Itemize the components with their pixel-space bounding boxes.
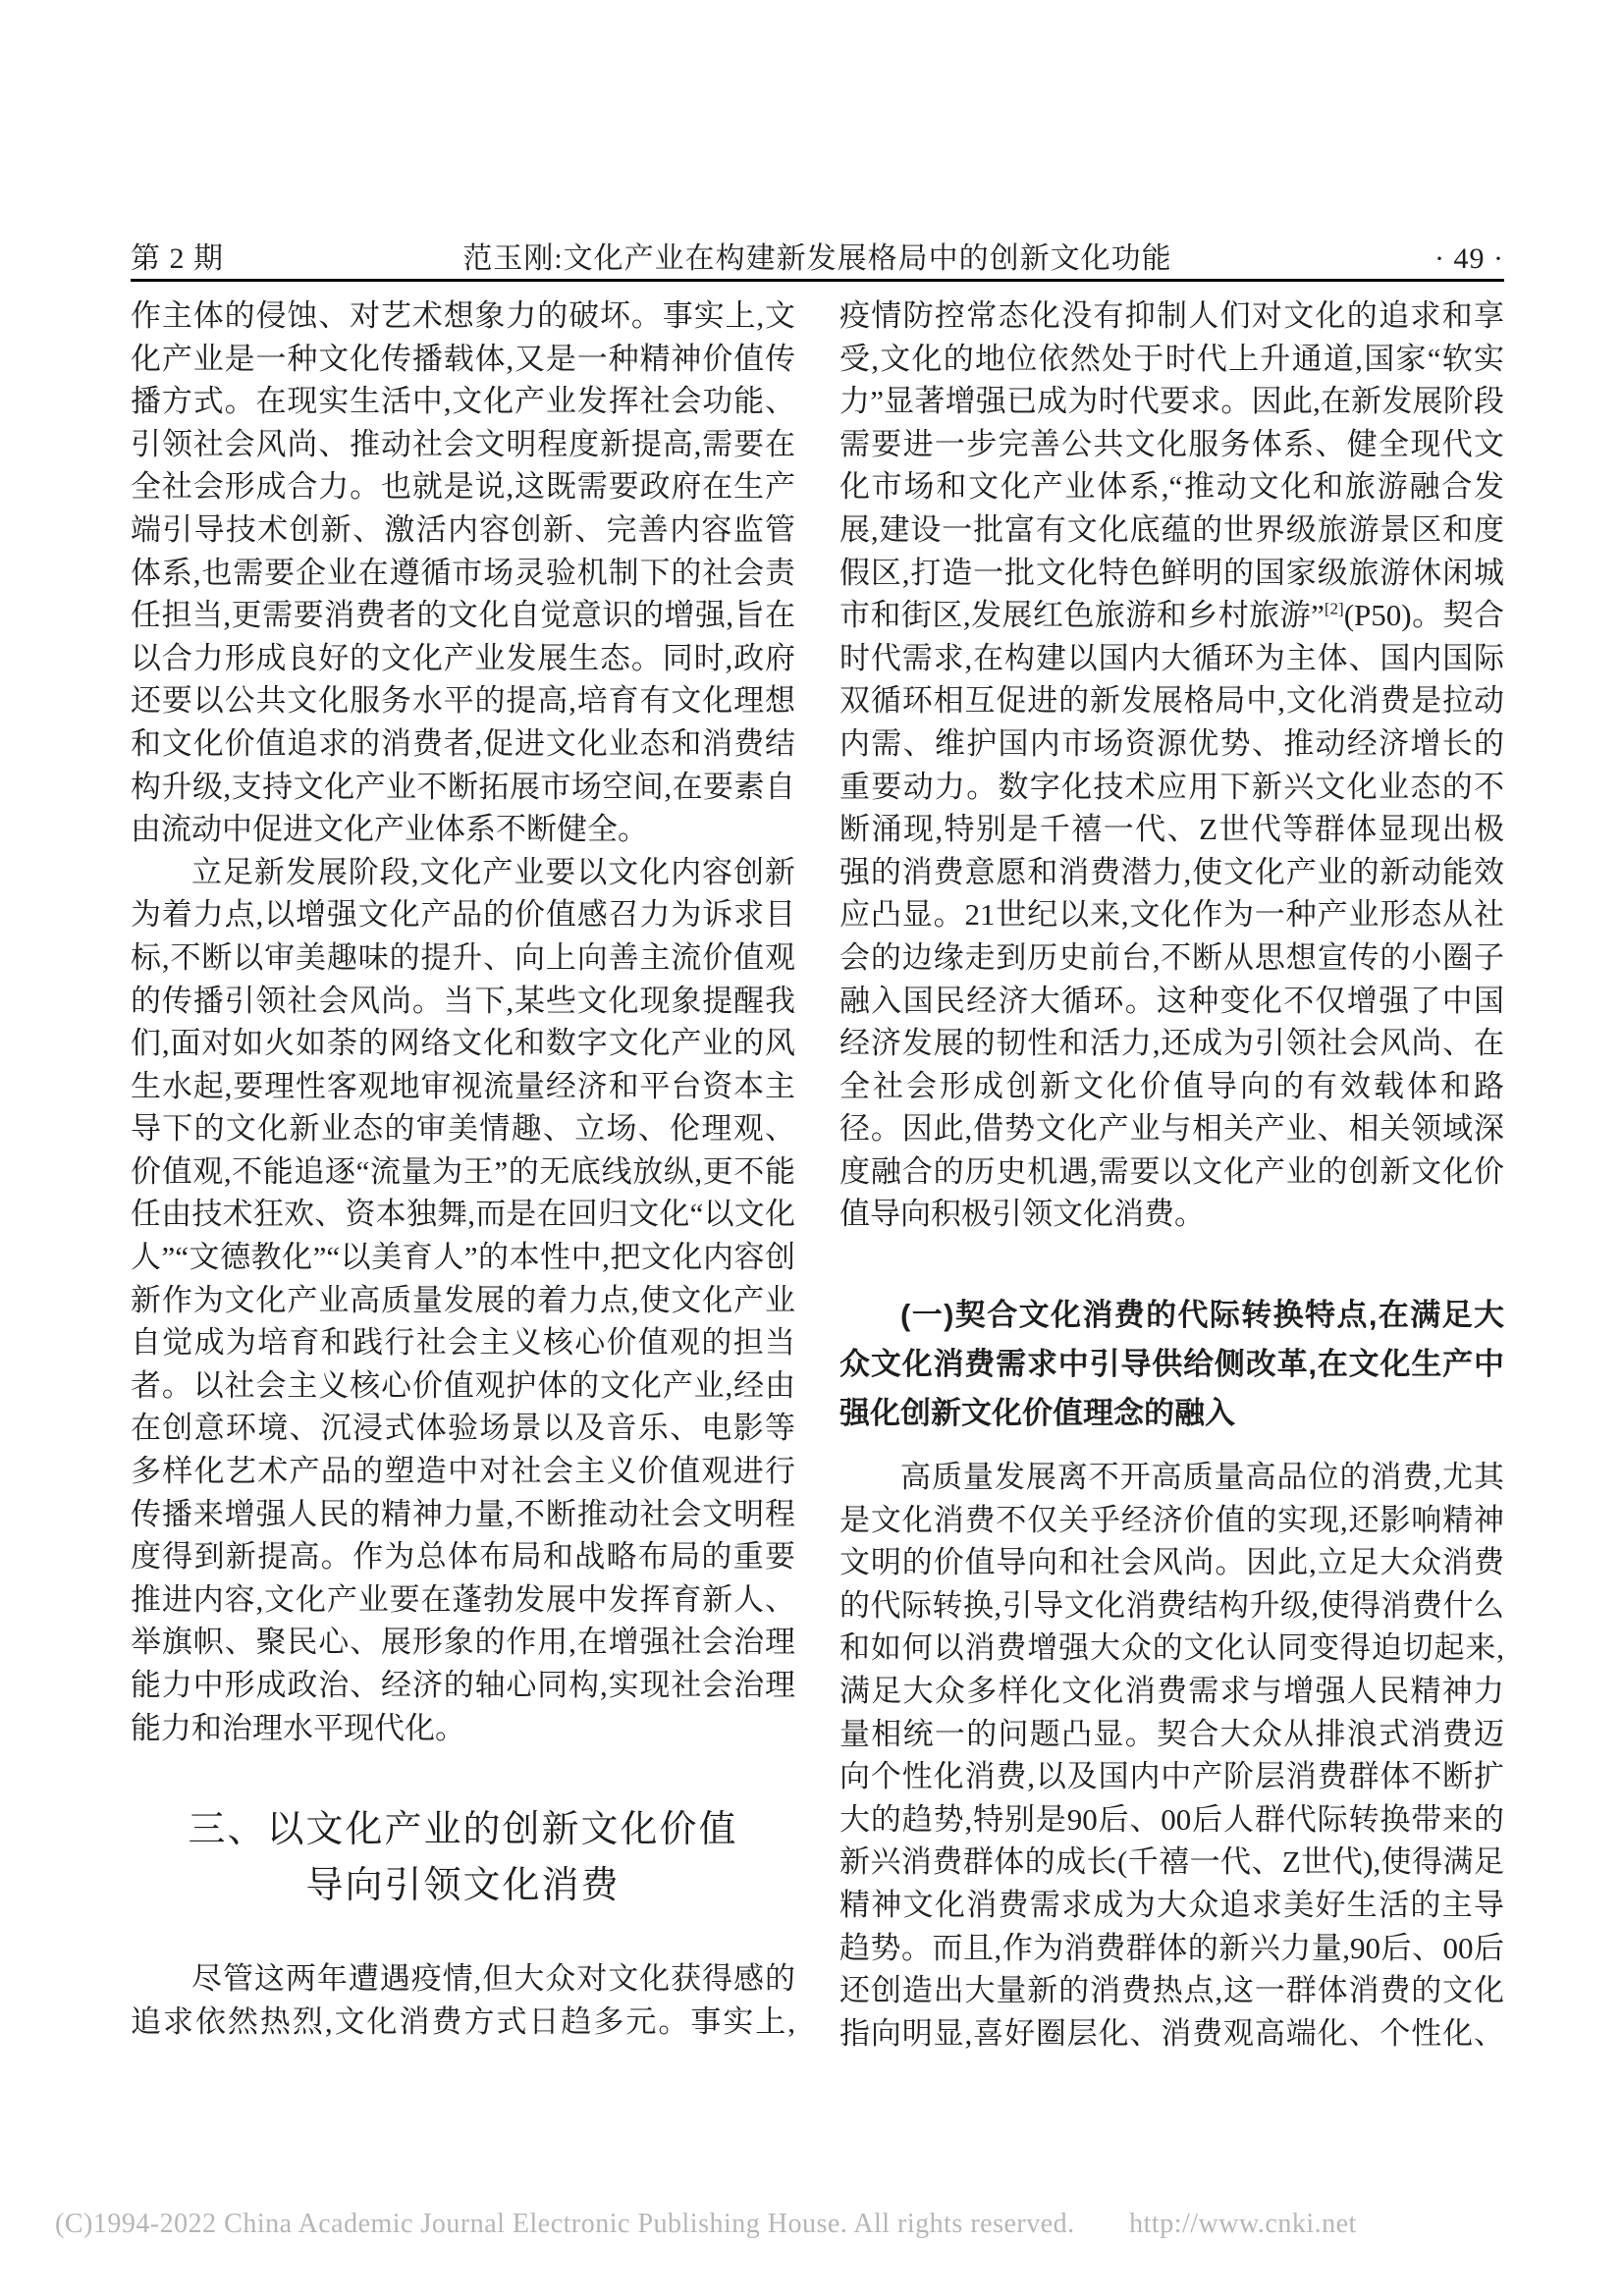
issue-label: 第 2 期 bbox=[131, 242, 224, 275]
page-number: · 49 · bbox=[1434, 242, 1504, 275]
paragraph bbox=[131, 294, 795, 851]
paragraph bbox=[839, 1456, 1504, 2055]
copyright-footer bbox=[55, 2209, 1357, 2240]
section-heading-line: 三、以文化产业的创新文化价值 bbox=[188, 1809, 738, 1851]
subsection-heading bbox=[839, 1291, 1504, 1438]
right-column bbox=[839, 294, 1504, 2055]
paragraph-text: 作主体的侵蚀、对艺术想象力的破坏。事实上,文化产业是一种文化传播载体,又是一种精神价值传播方式。在现实生活中,文化产业发挥社会功能、引领社会风尚、推动社会文明程度新提高,需要在全社会形成合力。也就是说,这既需要政府在生产端引导技术创新、激活内容创新、完善内容监管体系,也需要企业在遵循市场灵验机制下的社会责任担当,更需要消费者的文化自觉意识的增强,旨在以合力形成良好的文化产业发展生态。同时,政府还要以公共文化服务水平的提高,培育有文化理想和文化价值追求的消费者,促进文化业态和消费结构升级,支持文化产业不断拓展市场空间,在要素自由流动中促进文化产业体系不断健全。 bbox=[131, 298, 795, 847]
paragraph-text: (一)契合文化消费的代际转换特点,在满足大众文化消费需求中引导供给侧改革,在文化生产中强化创新文化价值理念的融入 bbox=[839, 1298, 1504, 1431]
page-header bbox=[131, 234, 1504, 277]
citation-ref: [2] bbox=[1324, 599, 1344, 618]
paragraph bbox=[839, 294, 1504, 1236]
paragraph-text: 疫情防控常态化没有抑制人们对文化的追求和享受,文化的地位依然处于时代上升通道,国家“软实力”显著增强已成为时代要求。因此,在新发展阶段需要进一步完善公共文化服务体系、健全现代文化市场和文化产业体系,“推动文化和旅游融合发展,建设一批富有文化底蕴的世界级旅游景区和度假区,打造一批文化特色鲜明的国家级旅游休闲城市和街区,发展红色旅游和乡村旅游” bbox=[839, 298, 1504, 633]
paragraph-text: 高质量发展离不开高质量高品位的消费,尤其是文化消费不仅关乎经济价值的实现,还影响精神文明的价值导向和社会风尚。因此,立足大众消费的代际转换,引导文化消费结构升级,使得消费什么和如何以消费增强大众的文化认同变得迫切起来,满足大众多样化文化消费需求与增强人民精神力量相统一的问题凸显。契合大众从排浪式消费迈向个性化消费,以及国内中产阶层消费群体不断扩大的趋势,特别是90后、00后人群代际转换带来的新兴消费群体的成长(千禧一代、Z世代),使得满足精神文化消费需求成为大众追求美好生活的主导趋势。而且,作为消费群体的新兴力量,90后、00后还创造出大量新的消费热点,这一群体消费的文化指向明显,喜好圈层化、消费观高端化、个性化、 bbox=[839, 1460, 1504, 2051]
section-heading-line: 导向引领文化消费 bbox=[305, 1865, 621, 1907]
running-title: 范玉刚:文化产业在构建新发展格局中的创新文化功能 bbox=[462, 242, 1172, 275]
paragraph-text: (P50)。契合时代需求,在构建以国内大循环为主体、国内国际双循环相互促进的新发展格局中,文化消费是拉动内需、维护国内市场资源优势、推动经济增长的重要动力。数字化技术应用下新兴文化业态的不断涌现,特别是千禧一代、Z世代等群体显现出极强的消费意愿和消费潜力,使文化产业的新动能效应凸显。21世纪以来,文化作为一种产业形态从社会的边缘走到历史前台,不断从思想宣传的小圈子融入国民经济大循环。这种变化不仅增强了中国经济发展的韧性和活力,还成为引领社会风尚、在全社会形成创新文化价值导向的有效载体和路径。因此,借势文化产业与相关产业、相关领域深度融合的历史机遇,需要以文化产业的创新文化价值导向积极引领文化消费。 bbox=[839, 598, 1505, 1232]
text-columns bbox=[131, 294, 1504, 2055]
cnki-url: http://www.cnki.net bbox=[1129, 2209, 1357, 2239]
paragraph-text: 尽管这两年遭遇疫情,但大众对文化获得感的追求依然热烈,文化消费方式日趋多元。事实上, bbox=[131, 1961, 795, 2039]
section-heading bbox=[131, 1802, 795, 1914]
left-column bbox=[131, 294, 795, 2055]
paragraph-text: 立足新发展阶段,文化产业要以文化内容创新为着力点,以增强文化产品的价值感召力为诉求目标,不断以审美趣味的提升、向上向善主流价值观的传播引领社会风尚。当下,某些文化现象提醒我们,面对如火如荼的网络文化和数字文化产业的风生水起,要理性客观地审视流量经济和平台资本主导下的文化新业态的审美情趣、立场、伦理观、价值观,不能追逐“流量为王”的无底线放纵,更不能任由技术狂欢、资本独舞,而是在回归文化“以文化人”“文德教化”“以美育人”的本性中,把文化内容创新作为文化产业高质量发展的着力点,使文化产业自觉成为培育和践行社会主义核心价值观的担当者。以社会主义核心价值观护体的文化产业,经由在创意环境、沉浸式体验场景以及音乐、电影等多样化艺术产品的塑造中对社会主义价值观进行传播来增强人民的精神力量,不断推动社会文明程度得到新提高。作为总体布局和战略布局的重要推进内容,文化产业要在蓬勃发展中发挥育新人、举旗帜、聚民心、展形象的作用,在增强社会治理能力中形成政治、经济的轴心同构,实现社会治理能力和治理水平现代化。 bbox=[131, 854, 795, 1745]
paragraph bbox=[131, 1957, 795, 2043]
copyright-text: (C)1994-2022 China Academic Journal Electronic Publishing House. All rights reserved. bbox=[55, 2209, 1075, 2239]
header-rule bbox=[131, 279, 1504, 282]
paragraph bbox=[131, 851, 795, 1749]
